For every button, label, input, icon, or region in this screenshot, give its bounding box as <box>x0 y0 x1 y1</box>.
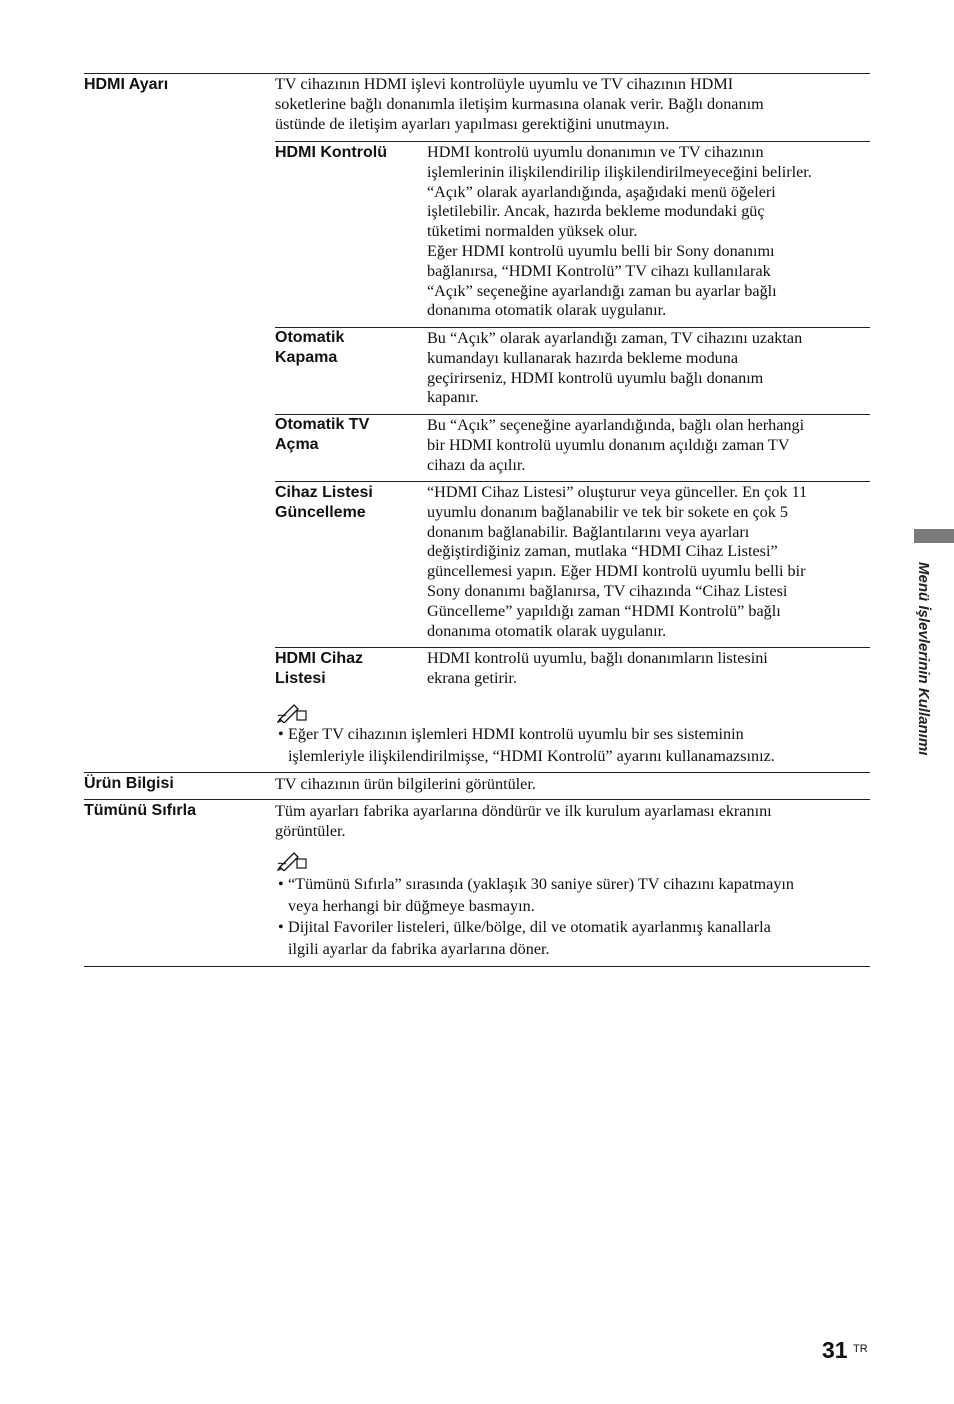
text-line: ilgili ayarlar da fabrika ayarlarına döner. <box>288 939 550 958</box>
text-line: görüntüler. <box>275 821 346 840</box>
text-line: işlemlerinin ilişkilendirilip ilişkilendirilmeyeceğini belirler. <box>427 162 812 181</box>
pencil-note-icon <box>277 849 307 871</box>
label-line: Açma <box>275 436 319 453</box>
sub-label-cihaz-listesi-guncelleme <box>275 483 373 523</box>
label-line: Otomatik TV <box>275 416 370 433</box>
text-line: tüketimi normalden yüksek olur. <box>427 222 638 241</box>
text-line: bağlanırsa, “HDMI Kontrolü” TV cihazı kullanılarak <box>427 261 771 280</box>
row-desc-urun-bilgisi: TV cihazının ürün bilgilerini görüntüler. <box>275 775 536 793</box>
section-title-vertical: Menü İşlevlerinin Kullanımı <box>915 562 932 756</box>
text-line: Tüm ayarları fabrika ayarlarına döndürür ve ilk kurulum ayarlaması ekranını <box>275 802 772 820</box>
text-line: Dijital Favoriler listeleri, ülke/bölge, dil ve otomatik ayarlanmış kanallarla <box>288 918 771 936</box>
note-hdmi-control <box>278 724 858 768</box>
text-line: bir HDMI kontrolü uyumlu donanım açıldığı zaman TV <box>427 435 790 454</box>
row-desc-hdmi-ayari <box>275 75 764 134</box>
subtable-rule-1 <box>275 141 870 142</box>
text-line: uyumlu donanım bağlanabilir ve tek bir sokete en çok 5 <box>427 502 788 521</box>
text-line: “HDMI Cihaz Listesi” oluşturur veya günceller. En çok 11 <box>427 483 808 501</box>
text-line: işlemleriyle ilişkilendirilmişse, “HDMI Kontrolü” ayarını kullanamazsınız. <box>288 746 775 765</box>
table-row-rule-2 <box>84 799 870 800</box>
text-line: TV cihazının HDMI işlevi kontrolüyle uyumlu ve TV cihazının HDMI <box>275 75 734 93</box>
note-reset-warning <box>278 874 863 918</box>
text-line: donanıma otomatik olarak uygulanır. <box>427 621 667 640</box>
text-line: Bu “Açık” olarak ayarlandığı zaman, TV cihazını uzaktan <box>427 329 803 347</box>
section-tab-marker <box>914 529 954 543</box>
label-line: Cihaz Listesi <box>275 484 373 501</box>
text-line: soketlerine bağlı donanımla iletişim kurmasına olanak verir. Bağlı donanım <box>275 94 764 113</box>
text-line: donanıma otomatik olarak uygulanır. <box>427 301 667 320</box>
sub-label-hdmi-cihaz-listesi <box>275 649 363 689</box>
note-text <box>288 874 794 917</box>
subtable-rule-2 <box>275 327 870 328</box>
bullet-marker: • <box>278 725 284 743</box>
note-text <box>288 917 771 960</box>
page-number: 31 <box>822 1337 848 1363</box>
label-line: Kapama <box>275 349 338 366</box>
sub-desc-cihaz-listesi-guncelleme <box>427 483 807 641</box>
row-label-urun-bilgisi: Ürün Bilgisi <box>84 775 174 792</box>
text-line: “Tümünü Sıfırla” sırasında (yaklaşık 30 saniye sürer) TV cihazını kapatmayın <box>288 875 795 893</box>
text-line: cihazı da açılır. <box>427 455 526 474</box>
label-line: Güncelleme <box>275 504 366 521</box>
row-label-tumunu-sifirla: Tümünü Sıfırla <box>84 802 196 819</box>
table-row-rule-1 <box>84 772 870 773</box>
note-reset-scope <box>278 917 863 961</box>
sub-desc-hdmi-kontrolu <box>427 143 812 321</box>
sub-desc-otomatik-tv-acma <box>427 416 804 475</box>
text-line: değiştirdiğiniz zaman, mutlaka “HDMI Cihaz Listesi” <box>427 542 778 561</box>
label-line: HDMI Cihaz <box>275 650 363 667</box>
subtable-rule-5 <box>275 647 870 648</box>
text-line: Eğer HDMI kontrolü uyumlu belli bir Sony donanımı <box>427 241 775 260</box>
bullet-marker: • <box>278 918 284 936</box>
text-line: Sony donanımı bağlanırsa, TV cihazında “Cihaz Listesi <box>427 581 788 600</box>
bullet-marker: • <box>278 875 284 893</box>
text-line: kumandayı kullanarak hazırda bekleme moduna <box>427 348 739 367</box>
text-line: HDMI kontrolü uyumlu donanımın ve TV cihazının <box>427 143 764 161</box>
table-bottom-rule <box>84 966 870 967</box>
text-line: HDMI kontrolü uyumlu, bağlı donanımların listesini <box>427 649 768 667</box>
sub-desc-hdmi-cihaz-listesi <box>427 649 768 689</box>
text-line: donanım bağlanabilir. Bağlantılarını veya ayarları <box>427 522 750 541</box>
page-language-code: TR <box>853 1343 868 1355</box>
subtable-rule-4 <box>275 481 870 482</box>
label-line: Listesi <box>275 670 326 687</box>
pencil-note-icon <box>277 701 307 723</box>
text-line: güncellemesi yapın. Eğer HDMI kontrolü uyumlu belli bir <box>427 562 806 581</box>
text-line: Bu “Açık” seçeneğine ayarlandığında, bağlı olan herhangi <box>427 416 805 434</box>
row-label-hdmi-ayari: HDMI Ayarı <box>84 76 169 93</box>
text-line: Eğer TV cihazının işlemleri HDMI kontrolü uyumlu bir ses sisteminin <box>288 725 744 743</box>
note-text <box>288 724 775 767</box>
text-line: işletilebilir. Ancak, hazırda bekleme modundaki güç <box>427 202 765 221</box>
label-line: Otomatik <box>275 329 345 346</box>
sub-label-otomatik-tv-acma <box>275 415 369 455</box>
text-line: Güncelleme” yapıldığı zaman “HDMI Kontrolü” bağlı <box>427 601 781 620</box>
table-top-rule <box>84 73 870 74</box>
row-desc-tumunu-sifirla <box>275 802 772 842</box>
sub-label-otomatik-kapama <box>275 328 344 368</box>
text-line: veya herhangi bir düğmeye basmayın. <box>288 896 535 915</box>
sub-desc-otomatik-kapama <box>427 329 802 408</box>
text-line: geçirirseniz, HDMI kontrolü uyumlu bağlı donanım <box>427 368 764 387</box>
text-line: kapanır. <box>427 388 479 407</box>
text-line: “Açık” seçeneğine ayarlandığı zaman bu ayarlar bağlı <box>427 281 777 300</box>
text-line: ekrana getirir. <box>427 668 517 687</box>
text-line: üstünde de iletişim ayarları yapılması gerektiğini unutmayın. <box>275 114 670 133</box>
sub-label-hdmi-kontrolu: HDMI Kontrolü <box>275 144 387 161</box>
text-line: “Açık” olarak ayarlandığında, aşağıdaki menü öğeleri <box>427 182 776 201</box>
